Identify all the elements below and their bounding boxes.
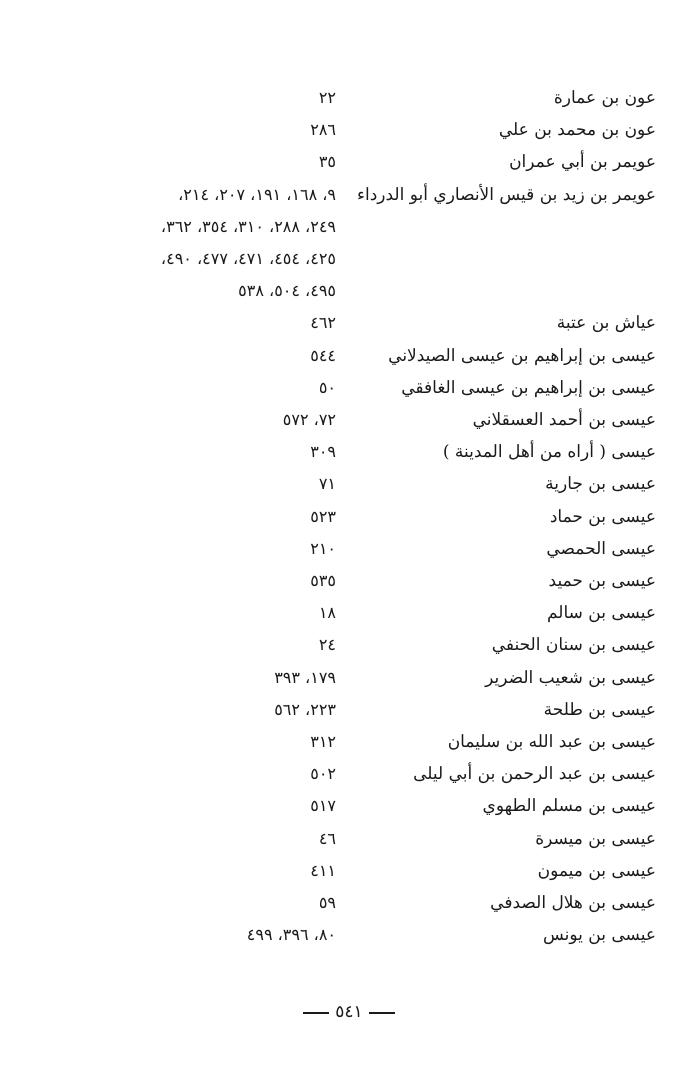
index-entry [56,436,656,468]
entry-page-refs [56,565,374,597]
page-ref-line: ٣٥ [318,152,336,172]
page-ref-line: ٤٩٥، ٥٠٤، ٥٣٨ [238,281,336,301]
index-entry [56,919,656,951]
page-number: ٥٤١ [335,1002,363,1022]
entry-name: عيسى الحمصي [546,538,656,559]
entry-page-refs [56,694,374,726]
entry-page-refs [56,629,374,661]
page-ref-line: ٥١٧ [310,796,336,816]
entry-page-refs [56,919,374,951]
page-ref-line: ٤٦٢ [310,313,336,333]
index-entry [56,823,656,855]
entry-name: عيسى بن شعيب الضرير [485,667,656,688]
entry-page-refs [56,146,374,178]
page-ref-line: ٩، ١٦٨، ١٩١، ٢٠٧، ٢١٤، [178,184,336,204]
index-entry [56,501,656,533]
index-entry [56,533,656,565]
entry-page-refs [56,726,374,758]
entry-page-refs [56,855,374,887]
entry-name: عيسى بن سنان الحنفي [491,635,656,656]
index-entry [56,307,656,339]
entry-page-refs [56,597,374,629]
page-number-footer [0,1000,698,1024]
page-ref-line: ٤٢٥، ٤٥٤، ٤٧١، ٤٧٧، ٤٩٠، [160,249,336,269]
index-entry [56,855,656,887]
index-entry [56,887,656,919]
page-ref-line: ٢١٠ [310,538,336,558]
page-ref-line: ٥٩ [318,893,336,913]
entry-name: عيسى بن حميد [548,571,656,592]
entry-page-refs [56,82,374,114]
page-ref-line: ٧٢، ٥٧٢ [282,410,336,430]
entry-name: عيسى ( أراه من أهل المدينة ) [442,442,656,463]
entry-name: عون بن عمارة [553,88,656,108]
entry-page-refs [56,340,374,372]
page-ref-line: ٣٠٩ [310,442,336,462]
entry-name: عون بن محمد بن علي [498,120,656,141]
entry-page-refs [56,758,374,790]
page-ref-line: ٧١ [318,474,336,494]
entry-page-refs [56,404,374,436]
index-entry [56,114,656,146]
page-ref-line: ٥٠ [318,377,336,397]
page-ref-line: ٥٤٤ [310,345,336,365]
page-ref-line: ٢٢٣، ٥٦٢ [274,699,336,719]
entry-page-refs [56,501,374,533]
index-entry [56,82,656,114]
entry-page-refs [56,790,374,822]
entry-page-refs [56,823,374,855]
entry-name: عيسى بن إبراهيم بن عيسى الصيدلاني [388,345,656,366]
entry-name: عيسى بن أحمد العسقلاني [472,410,656,431]
entry-page-refs [56,372,374,404]
index-entry [56,565,656,597]
entry-page-refs [56,179,374,308]
entry-name: عيسى بن عبد الله بن سليمان [447,732,656,753]
page-ref-line: ٣١٢ [310,732,336,752]
entry-name: عيسى بن هلال الصدفي [490,893,656,914]
entry-name: عيسى بن يونس [542,925,656,946]
entry-name: عويمر بن زيد بن قيس الأنصاري أبو الدرداء [357,184,656,205]
entry-name: عيسى بن ميسرة [535,828,656,849]
entry-name: عياش بن عتبة [556,313,656,334]
page-ref-line: ٨٠، ٣٩٦، ٤٩٩ [246,925,336,945]
entry-name: عيسى بن طلحة [543,699,656,720]
name-index-list [56,82,656,951]
index-entry [56,790,656,822]
index-entry [56,694,656,726]
index-entry [56,726,656,758]
entry-name: عيسى بن سالم [546,603,656,624]
entry-page-refs [56,887,374,919]
entry-name: عويمر بن أبي عمران [509,152,656,173]
page-ref-line: ٥٣٥ [310,571,336,591]
entry-name: عيسى بن عبد الرحمن بن أبي ليلى [413,764,656,785]
page-ref-line: ٢٢ [318,88,336,107]
index-entry [56,597,656,629]
index-entry [56,179,656,308]
index-entry [56,468,656,500]
index-entry [56,629,656,661]
page-ref-line: ٢٤٩، ٢٨٨، ٣١٠، ٣٥٤، ٣٦٢، [160,216,336,236]
page-ref-line: ٢٨٦ [310,120,336,140]
entry-page-refs [56,307,374,339]
entry-name: عيسى بن جارية [545,474,656,495]
index-entry [56,340,656,372]
entry-name: عيسى بن مسلم الطهوي [482,796,656,817]
index-entry [56,404,656,436]
page-ref-line: ٢٤ [318,635,336,655]
entry-name: عيسى بن حماد [549,506,656,527]
page-ref-line: ١٨ [318,603,336,623]
page-ref-line: ٥٢٣ [310,506,336,526]
index-entry [56,662,656,694]
left-dash [369,1012,395,1014]
entry-page-refs [56,533,374,565]
page-ref-line: ١٧٩، ٣٩٣ [274,667,336,687]
page-ref-line: ٥٠٢ [310,764,336,784]
entry-name: عيسى بن إبراهيم بن عيسى الغافقي [401,377,656,398]
entry-page-refs [56,468,374,500]
page-ref-line: ٤٦ [318,828,336,848]
right-dash [303,1012,329,1014]
index-entry [56,372,656,404]
index-entry [56,758,656,790]
entry-page-refs [56,662,374,694]
entry-page-refs [56,114,374,146]
page-ref-line: ٤١١ [310,860,336,880]
index-entry [56,146,656,178]
entry-name: عيسى بن ميمون [537,860,656,881]
entry-page-refs [56,436,374,468]
